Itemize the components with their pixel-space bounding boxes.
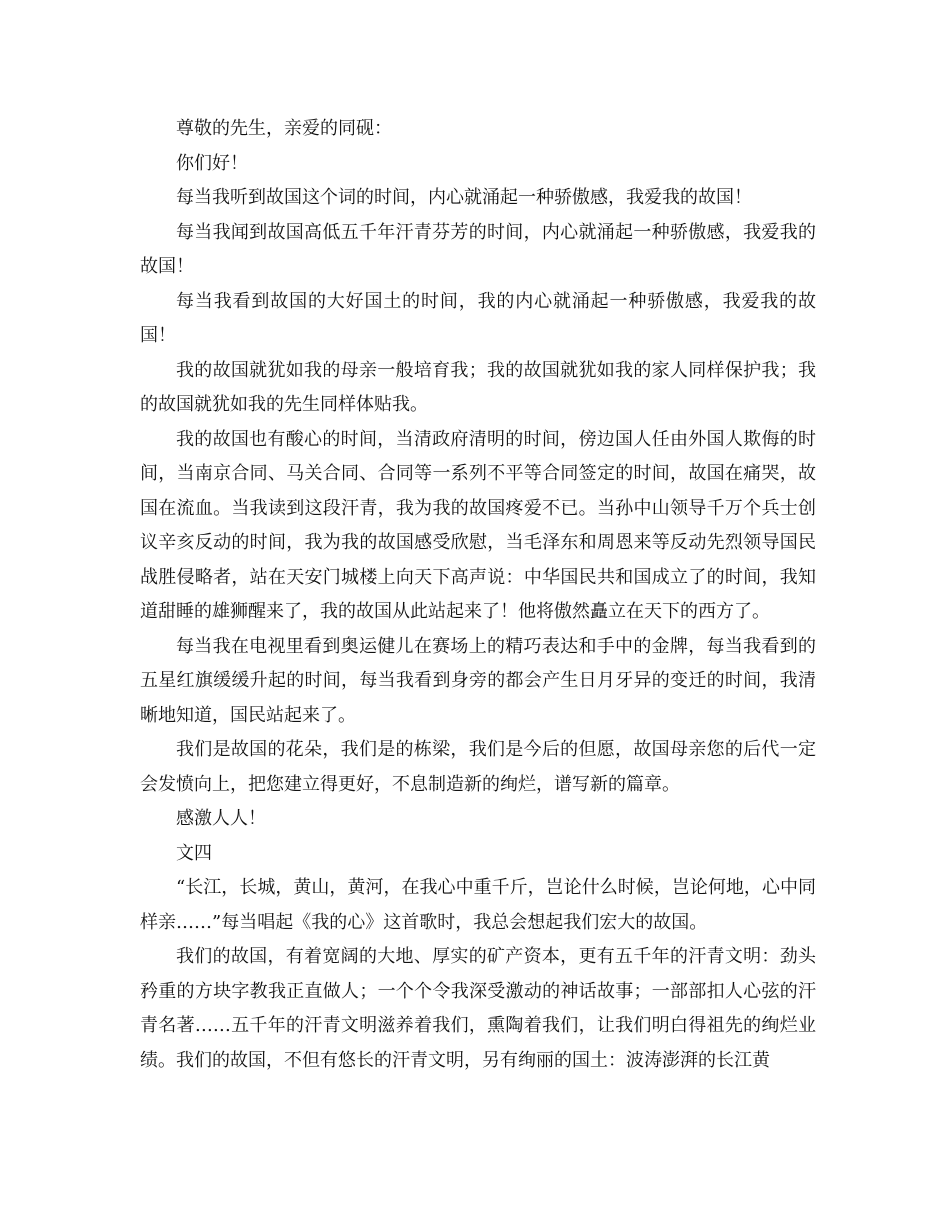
paragraph-13: 我们的故国，有着宽阔的大地、厚实的矿产资本，更有五千年的汗青文明：劲头矜重的方块字教我正直做人；一个个令我深受激动的神话故事；一部部扣人心弦的汗青名著……五千年的汗青文明滋养着我们，熏陶着我们，让我们明白得祖先的绚烂业绩。我们的故国，不但有悠长的汗青文明，另有绚丽的国土：波涛澎湃的长江黄 — [140, 946, 816, 1071]
paragraph-4: 每当我闻到故国高低五千年汗青芬芳的时间，内心就涌起一种骄傲感，我爱我的故国！ — [140, 221, 816, 277]
paragraph-8: 每当我在电视里看到奥运健儿在赛场上的精巧表达和手中的金牌，每当我看到的五星红旗缓缓升起的时间，每当我看到身旁的都会产生日月牙异的变迁的时间，我清晰地知道，国民站起来了。 — [140, 635, 816, 726]
document-body — [140, 112, 816, 1078]
paragraph-3: 每当我听到故国这个词的时间，内心就涌起一种骄傲感，我爱我的故国！ — [176, 187, 752, 208]
section-heading: 文四 — [176, 842, 212, 864]
paragraph-9: 我们是故国的花朵，我们是的栋梁，我们是今后的但愿，故国母亲您的后代一定会发愤向上，把您建立得更好，不息制造新的绚烂，谱写新的篇章。 — [140, 739, 816, 795]
paragraph-5: 每当我看到故国的大好国土的时间，我的内心就涌起一种骄傲感，我爱我的故国！ — [140, 290, 816, 346]
paragraph-6: 我的故国就犹如我的母亲一般培育我；我的故国就犹如我的家人同样保护我；我的故国就犹如我的先生同样体贴我。 — [140, 359, 816, 415]
paragraph-12: “长江，长城，黄山，黄河，在我心中重千斤，岂论什么时候，岂论何地，心中同样亲……”每当唱起《我的心》这首歌时，我总会想起我们宏大的故国。 — [140, 877, 816, 933]
paragraph-7: 我的故国也有酸心的时间，当清政府清明的时间，傍边国人任由外国人欺侮的时间，当南京合同、马关合同、合同等一系列不平等合同签定的时间，故国在痛哭，故国在流血。当我读到这段汗青，我为我的故国疼爱不已。当孙中山领导千万个兵士创议辛亥反动的时间，我为我的故国感受欣慰，当毛泽东和周恩来等反动先烈领导国民战胜侵略者，站在天安门城楼上向天下高声说：中华国民共和国成立了的时间，我知道甜睡的雄狮醒来了，我的故国从此站起来了！他将傲然矗立在天下的西方了。 — [140, 428, 816, 622]
paragraph-thanks: 感激人人！ — [176, 808, 266, 829]
paragraph-greeting: 你们好！ — [176, 152, 248, 174]
paragraph-salutation: 尊敬的先生，亲爱的同砚： — [176, 118, 392, 139]
